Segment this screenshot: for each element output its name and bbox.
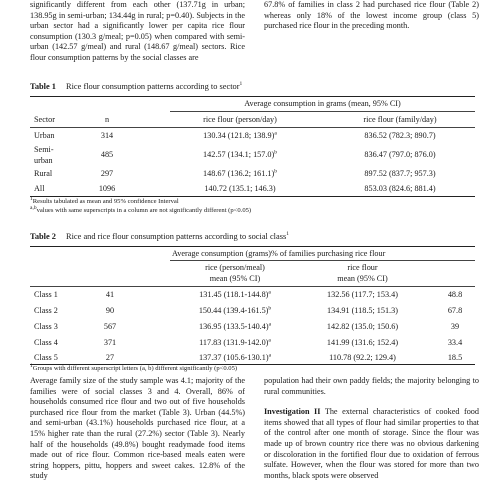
table2-row-flour: 132.56 (117.7; 153.4) [327, 290, 398, 299]
table1-row-sector: Rural [34, 169, 53, 178]
table1-row-family: 853.03 (824.6; 881.4) [364, 184, 436, 193]
table2-row-pct: 67.8 [447, 306, 463, 315]
paragraph: Average family size of the study sample was 4.1; majority of the families were of social classes 3 and 4. Overall, 86% of households consumed rice flour and two out of five households purchased rice flour from the market (Table 3). Urban (44.5%) and semi-urban (43.1%) households purchased rice flour, at a 15% higher rate than the rural (27.2%) sector (Table 3). Nearly half of the households (49.8%) bought readymade food items made out of rice flour. Common rice-based meals eaten were string hoppers, pittu, hoppers and sweet cakes. 12.8% of the study [30, 376, 245, 481]
table1-bottom-rule [30, 196, 475, 197]
table2-label: Table 2 [30, 232, 56, 241]
table2-col-rice: rice (person/meal) [205, 263, 265, 272]
table2-row-n: 567 [103, 322, 117, 331]
table2-row-flour: 110.78 (92.2; 129.4) [329, 353, 396, 362]
table2-row-n: 90 [105, 306, 115, 315]
table2-row-rice: 150.44 $(139.4-161.5)^b$ [198, 305, 272, 315]
table1-row-n: 297 [100, 169, 114, 178]
table2-caption: Table 2 Rice and rice flour consumption patterns according to social class$^1$ [30, 231, 289, 241]
table2-row-class: Class 1 [34, 290, 58, 299]
table2-row-class: Class 4 [34, 338, 58, 347]
table1-label: Table 1 [30, 82, 56, 91]
table2-row-n: 41 [105, 290, 115, 299]
body-text-bottom-left [30, 376, 245, 482]
table1-footnote-1: $^1$Results tabulated as mean and 95% confidence Interval [30, 195, 179, 205]
table2-row-flour: 142.82 (135.0; 150.6) [326, 322, 399, 331]
table2-footnote: $^1$Groups with different superscript letters (a, b) different significantly (p<0.05) [30, 362, 238, 372]
table2-row-n: 371 [103, 338, 117, 347]
table2-title: Rice and rice flour consumption patterns according to social class [66, 232, 287, 241]
table1-col-n: n [104, 115, 110, 124]
table1-col-sector: Sector [34, 115, 55, 124]
table2-row-flour: 141.99 (131.6; 152.4) [326, 338, 399, 347]
table2-row-class: Class 2 [34, 306, 58, 315]
table2-header-rule [30, 286, 475, 287]
table2-col-rice-sub: mean (95% CI) [209, 274, 261, 283]
table1-row-n: 485 [100, 150, 114, 159]
body-text-bottom-right [264, 376, 479, 481]
paragraph: population had their own paddy fields; the majority belonging to rural communities. [264, 376, 479, 396]
table1-row-sector: Semi- [34, 145, 54, 154]
table2-row-flour: 134.91 (118.5; 151.3) [327, 306, 398, 315]
table2-row-pct: 33.4 [447, 338, 463, 347]
table2-row-class: Class 5 [34, 353, 58, 362]
paragraph: significantly different from each other (137.71g in urban; 138.95g in semi-urban; 134.44g in rural; p=0.40). Subjects in the urban sector had a significantly lower per capita rice flour consumption (130.3 g/meal; p=0.05) when compared with semi-urban (142.57 g/meal) and rural (148.67 g/meal) sectors. Rice flour consumption patterns by the social classes are [30, 0, 245, 62]
table1-row-sector: All [34, 184, 45, 193]
table2-row-pct: 48.8 [447, 290, 463, 299]
table1-caption: Table 1 Rice flour consumption patterns according to sector$^1$ [30, 81, 243, 91]
table2-row-class: Class 3 [34, 322, 58, 331]
table1-row-family: 897.52 (837.7; 957.3) [364, 169, 436, 178]
table2-group-rule [170, 260, 475, 261]
table2-col-flour-sub: mean (95% CI) [337, 274, 388, 283]
section-heading: Investigation II [264, 407, 321, 417]
table2-col-flour: rice flour [347, 263, 378, 272]
table1-row-person: 142.57 (134.1; 157.0)$^b$ [203, 149, 277, 159]
table1-title: Rice flour consumption patterns according to sector [66, 82, 240, 91]
table2-row-rice: 137.37 $(105.6-130.1)^a$ [198, 352, 272, 362]
table1-row-family: 836.47 (797.0; 876.0) [364, 150, 436, 159]
table2-top-rule [30, 246, 475, 247]
table1-row-n: 314 [100, 131, 114, 140]
paragraph: 67.8% of families in class 2 had purchased rice flour (Table 2) whereas only 18% of the lowest income group (class 5) purchased rice flour in the preceding month. [264, 0, 479, 31]
table1-row-person: 130.34 (121.8; 138.9)$^a$ [203, 130, 277, 140]
table1-group-header: Average consumption in grams (mean, 95% CI) [244, 99, 401, 108]
table1-top-rule [30, 96, 475, 97]
table1-row-person: 140.72 (135.1; 146.3) [204, 184, 276, 193]
table2-row-n: 27 [105, 353, 115, 362]
paragraph-investigation: Investigation II The external characteristics of cooked food items showed that all types of flour had similar properties to that of the control after one month of storage. Since the flour was made up of brown country rice there was no obvious darkening or discoloration in the fortified flour due to oxidation of ferrous sulfate. However, when the flour was stored for more than two months, black spots were observed [264, 407, 479, 480]
table1-footnote-2: $^{a,b}$values with same superscripts in a column are not significantly different (p<0.05) [30, 204, 252, 214]
table1-row-sector: Urban [34, 131, 55, 140]
table1-row-sector-cont: urban [34, 156, 53, 165]
table2-row-pct: 18.5 [447, 353, 463, 362]
table1-col-family: rice flour (family/day) [363, 115, 437, 124]
table2-row-rice: 117.83 $(131.9-142.0)^a$ [199, 337, 271, 347]
body-text-top-right [264, 0, 479, 32]
table1-row-person: 148.67 (136.2; 161.1)$^b$ [203, 168, 277, 178]
table2-row-pct: 39 [450, 322, 460, 331]
table1-header-rule [30, 127, 475, 128]
table1-row-family: 836.52 (782.3; 890.7) [364, 131, 436, 140]
table1-group-rule [170, 111, 475, 112]
table2-row-rice: 131.45 $(118.1-144.8)^a$ [199, 289, 271, 299]
table1-col-person: rice flour (person/day) [203, 115, 277, 124]
table2-row-rice: 136.95 $(133.5-140.4)^a$ [198, 321, 272, 331]
table2-group-header: Average consumption (grams)% of families purchasing rice flour [172, 249, 386, 258]
table1-row-n: 1096 [98, 184, 116, 193]
body-text-top-left [30, 0, 245, 64]
